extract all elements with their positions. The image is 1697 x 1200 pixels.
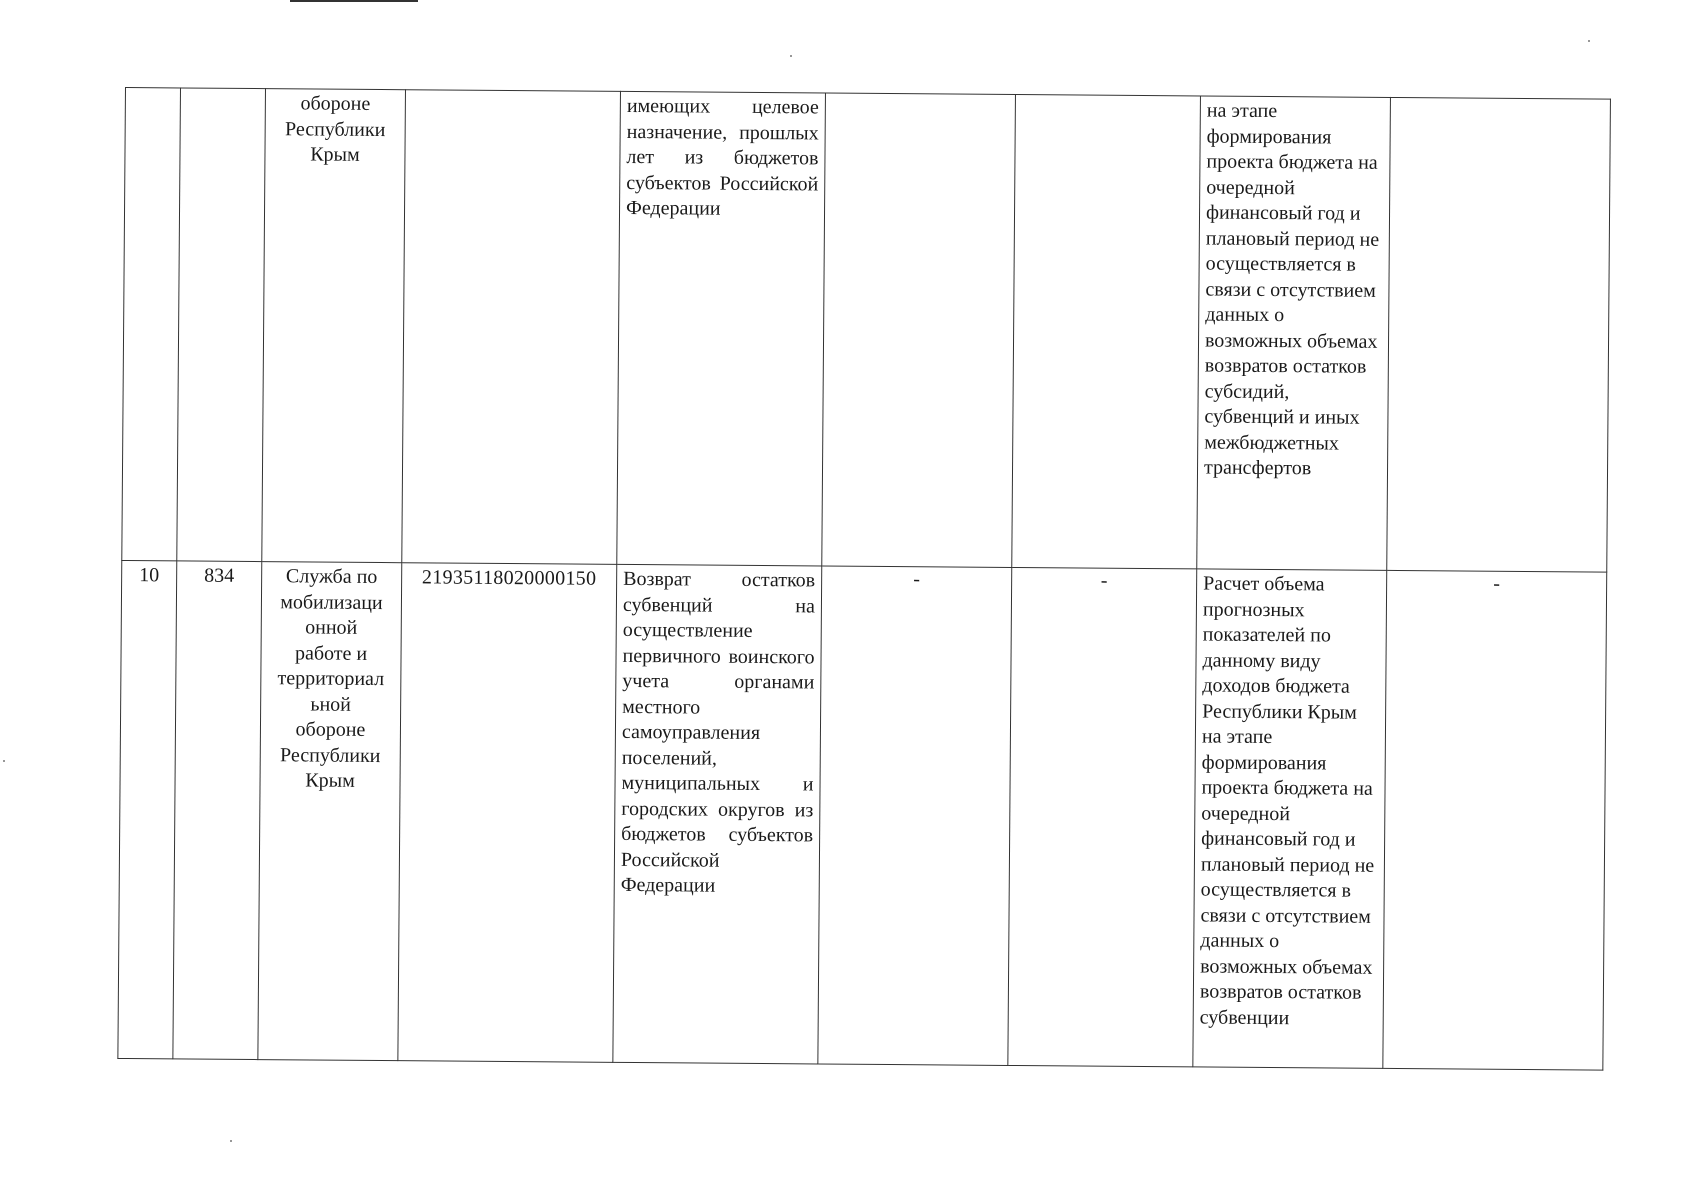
scan-speck — [230, 1140, 232, 1142]
cell-row-number — [122, 88, 181, 561]
cell-col7 — [1012, 94, 1201, 568]
cell-administrator-name: обороне Республики Крым — [262, 89, 406, 563]
revenue-forecast-table — [117, 87, 1611, 1071]
cell-administrator-name: Служба по мобилизаци онной работе и территориал ьной обороне Республики Крым — [258, 562, 402, 1061]
cell-col9: - — [1383, 570, 1607, 1070]
cell-calculation-method: Расчет объема прогнозных показателей по данному виду доходов бюджета Республики Крым на этапе формирования проекта бюджета на очередной финансовый год и плановый период не осуществляется в связи с отсутствием данных о возможных объемах возвратов остатков субвенции — [1193, 569, 1387, 1068]
cell-revenue-name: Возврат остатков субвенций на осуществление первичного воинского учета органами местного самоуправления поселений, муниципальных и городских округов из бюджетов субъектов Российской Федерации — [613, 564, 822, 1064]
cell-calculation-method: на этапе формирования проекта бюджета на очередной финансовый год и плановый период не осуществляется в связи с отсутствием данных о возможных объемах возвратов остатков субсидий, субвенций и иных межбюджетных трансфертов — [1197, 96, 1391, 570]
cell-col9 — [1387, 97, 1611, 572]
cell-col6 — [822, 93, 1016, 567]
cell-col7: - — [1008, 567, 1197, 1066]
scan-speck — [1588, 40, 1590, 42]
cell-budget-classification-code — [402, 90, 621, 565]
scan-speck — [3, 760, 5, 762]
cell-revenue-name: имеющих целевое назначение, прошлых лет из бюджетов субъектов Российской Федерации — [617, 91, 826, 566]
cell-admin-code — [177, 88, 266, 562]
revenue-forecast-table-wrapper — [117, 87, 1610, 1099]
scan-speck — [790, 55, 792, 57]
top-edge-mark — [290, 0, 418, 2]
table-row — [118, 560, 1607, 1070]
cell-budget-classification-code: 21935118020000150 — [398, 563, 617, 1063]
cell-row-number: 10 — [118, 560, 177, 1058]
table-row — [122, 88, 1611, 573]
cell-admin-code: 834 — [173, 561, 262, 1060]
cell-col6: - — [818, 566, 1012, 1065]
